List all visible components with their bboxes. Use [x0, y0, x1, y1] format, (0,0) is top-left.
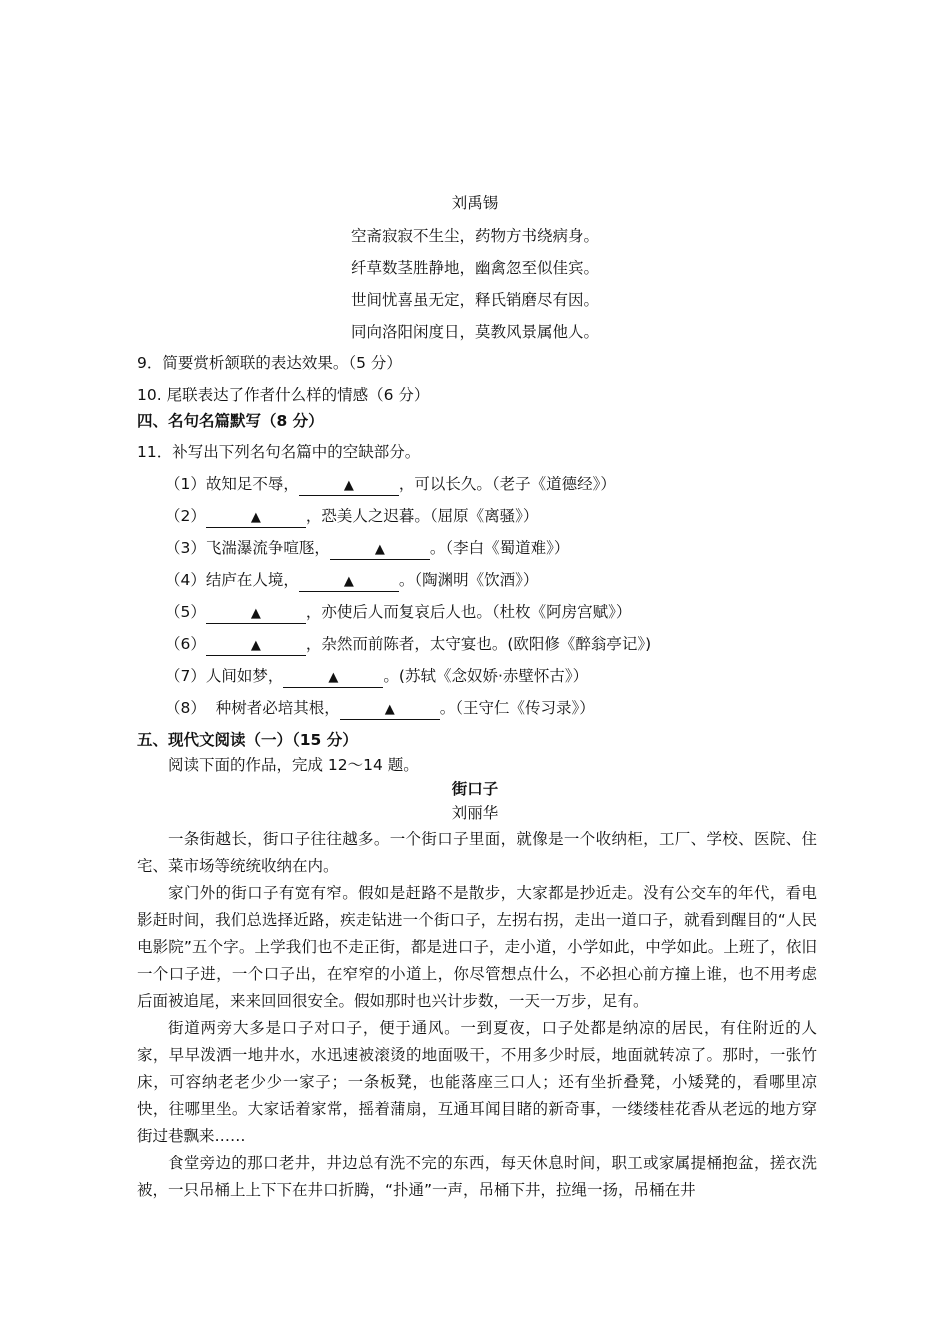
section-4-heading: 四、名句名篇默写（8 分）: [137, 412, 324, 430]
poem-line: 纤草数茎胜静地，幽禽忽至似佳宾。: [350, 259, 599, 277]
answer-blank[interactable]: [206, 635, 306, 656]
item-text-after: ，恐美人之迟暮。（屈原《离骚》）: [305, 507, 539, 525]
item-number: （2）: [165, 507, 206, 525]
answer-blank[interactable]: [330, 539, 430, 560]
question-11: 11．补写出下列名句名篇中的空缺部分。: [137, 443, 421, 461]
answer-blank[interactable]: [283, 667, 383, 688]
question-10: 10. 尾联表达了作者什么样的情感（6 分）: [137, 386, 430, 404]
triangle-icon: ▲: [374, 542, 385, 557]
poem-line: 空斋寂寂不生尘，药物方书绕病身。: [350, 227, 599, 245]
article-paragraph: 食堂旁边的那口老井，井边总有洗不完的东西，每天休息时间，职工或家属提桶抱盆，搓衣洗被，一只吊桶上上下下在井口折腾，“扑通”一声，吊桶下井，拉绳一扬，吊桶在井: [137, 1154, 817, 1199]
triangle-icon: ▲: [343, 478, 354, 493]
item-number: （7）: [165, 667, 206, 685]
item-text-after: ，杂然而前陈者，太守宴也。(欧阳修《醉翁亭记》): [305, 635, 652, 653]
poem-line: 世间忧喜虽无定，释氏销磨尽有因。: [350, 291, 599, 309]
item-number: （1）: [165, 475, 206, 493]
item-text-before: 结庐在人境，: [205, 571, 299, 589]
item-number: （3）: [165, 539, 206, 557]
answer-blank[interactable]: [299, 571, 399, 592]
fill-blank-item: [165, 665, 588, 688]
item-number: （5）: [165, 603, 206, 621]
answer-blank[interactable]: [299, 475, 399, 496]
fill-blank-item: [165, 473, 616, 496]
article-paragraph: 一条街越长，街口子往往越多。一个街口子里面，就像是一个收纳柜，工厂、学校、医院、住宅、菜市场等统统收纳在内。: [137, 830, 817, 875]
fill-blank-item: [165, 633, 651, 656]
fill-blank-item: [165, 505, 538, 528]
answer-blank[interactable]: [206, 603, 306, 624]
item-text-after: 。（李白《蜀道难》）: [429, 539, 570, 557]
question-9: 9．简要赏析颔联的表达效果。（5 分）: [137, 354, 402, 372]
triangle-icon: ▲: [250, 510, 261, 525]
article-author: 刘丽华: [451, 804, 499, 822]
item-text-after: 。（王守仁《传习录》）: [439, 699, 595, 717]
article-paragraph: 家门外的街口子有宽有窄。假如是赶路不是散步，大家都是抄近走。没有公交车的年代，看电影赶时间，我们总选择近路，疾走钻进一个街口子，左拐右拐，走出一道口子，就看到醒目的“人民电影院”五个字。上学我们也不走正街，都是进口子，走小道，小学如此，中学如此。上班了，依旧一个口子进，一个口子出，在窄窄的小道上，你尽管想点什么，不必担心前方撞上谁，也不用考虑后面被追尾，来来回回很安全。假如那时也兴计步数，一天一万步，足有。: [137, 884, 817, 1010]
triangle-icon: ▲: [250, 638, 261, 653]
answer-blank[interactable]: [340, 699, 440, 720]
item-number: （8）: [165, 699, 206, 717]
triangle-icon: ▲: [250, 606, 261, 621]
article-title: 街口子: [451, 780, 499, 798]
triangle-icon: ▲: [328, 670, 339, 685]
fill-blank-item: [165, 697, 595, 720]
item-text-before: 故知足不辱，: [205, 475, 299, 493]
item-number: （6）: [165, 635, 206, 653]
poem-line: 同向洛阳闲度日，莫教风景属他人。: [350, 323, 599, 341]
triangle-icon: ▲: [384, 702, 395, 717]
item-text-after: ，亦使后人而复哀后人也。（杜枚《阿房宫赋》）: [305, 603, 632, 621]
fill-blank-item: [165, 537, 569, 560]
poem-author: 刘禹锡: [451, 194, 499, 212]
item-text-before: 人间如梦，: [205, 667, 284, 685]
article-paragraph: 街道两旁大多是口子对口子，便于通风。一到夏夜，口子处都是纳凉的居民，有住附近的人家，早早泼洒一地井水，水迅速被滚烫的地面吸干，不用多少时辰，地面就转凉了。那时，一张竹床，可容纳老老少少一家子；一条板凳，也能落座三口人；还有坐折叠凳，小矮凳的，看哪里凉快，往哪里坐。大家话着家常，摇着蒲扇，互通耳闻目睹的新奇事，一缕缕桂花香从老远的地方穿街过巷飘来……: [137, 1019, 817, 1145]
fill-blank-item: [165, 601, 631, 624]
fill-blank-item: [165, 569, 538, 592]
reading-instruction: 阅读下面的作品，完成 12～14 题。: [168, 756, 419, 774]
section-5-heading: 五、现代文阅读（一）（15 分）: [137, 731, 358, 749]
item-text-after: 。（陶渊明《饮酒》）: [398, 571, 539, 589]
item-text-after: ，可以长久。（老子《道德经》）: [398, 475, 616, 493]
item-text-after: 。(苏轼《念奴娇·赤壁怀古》）: [383, 667, 589, 685]
answer-blank[interactable]: [206, 507, 306, 528]
item-text-before: 飞湍瀑流争喧豗，: [205, 539, 330, 557]
item-text-before: 种树者必培其根，: [205, 699, 340, 717]
item-number: （4）: [165, 571, 206, 589]
triangle-icon: ▲: [343, 574, 354, 589]
